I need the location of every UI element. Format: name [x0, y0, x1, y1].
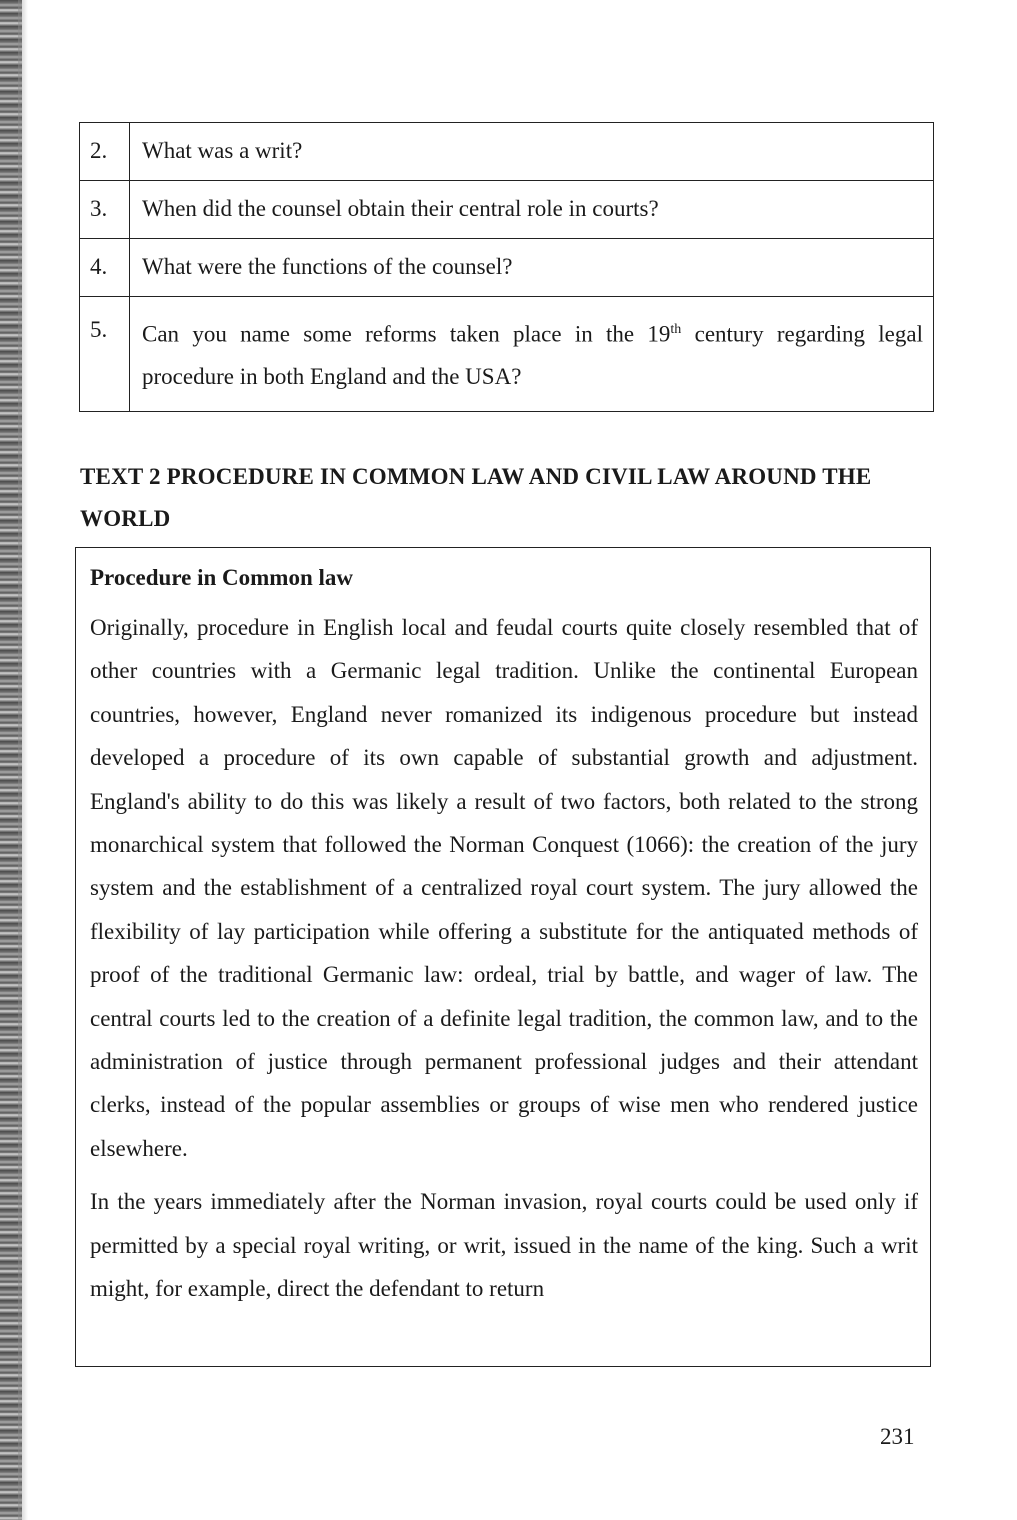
question-number: 3.	[80, 181, 130, 239]
box-title: Procedure in Common law	[90, 565, 353, 590]
question-text: When did the counsel obtain their central role in courts?	[130, 181, 934, 239]
question-text-part: century regarding legal procedure in both England and the USA?	[142, 321, 923, 389]
question-number: 2.	[80, 123, 130, 181]
ordinal-suffix: th	[670, 322, 682, 337]
question-number: 4.	[80, 239, 130, 297]
question-row	[80, 297, 934, 412]
question-row	[80, 123, 934, 181]
question-row	[80, 239, 934, 297]
paragraph: In the years immediately after the Norman invasion, royal courts could be used only if permitted by a special royal writing, or writ, issued in the name of the king. Such a writ might, for example, direct the defendant to return	[90, 1189, 918, 1302]
reading-text-box	[75, 547, 931, 1367]
section-heading: TEXT 2 PROCEDURE IN COMMON LAW AND CIVIL LAW AROUND THE WORLD	[80, 464, 872, 531]
question-number: 5.	[80, 297, 130, 412]
question-text: What were the functions of the counsel?	[130, 239, 934, 297]
scanned-binding-edge	[0, 0, 22, 1520]
question-text: What was a writ?	[130, 123, 934, 181]
question-row	[80, 181, 934, 239]
question-text-part: Can you name some reforms taken place in the 19	[142, 321, 671, 347]
question-text	[130, 297, 934, 412]
paragraph: Originally, procedure in English local and feudal courts quite closely resembled that of other countries with a Germanic legal tradition. Unlike the continental European countries, however, England never romanized its indigenous procedure but instead developed a procedure of its own capable of substantial growth and adjustment. England's ability to do this was likely a result of two factors, both related to the strong monarchical system that followed the Norman Conquest (1066): the creation of the jury system and the establishment of a centralized royal court system. The jury allowed the flexibility of lay participation while offering a substitute for the antiquated methods of proof of the traditional Germanic law: ordeal, trial by battle, and wager of law. The central courts led to the creation of a definite legal tradition, the common law, and to the administration of justice through permanent professional judges and their attendant clerks, instead of the popular assemblies or groups of wise men who rendered justice elsewhere.	[90, 615, 918, 1161]
page-number: 231	[880, 1424, 915, 1449]
questions-table	[79, 122, 934, 412]
